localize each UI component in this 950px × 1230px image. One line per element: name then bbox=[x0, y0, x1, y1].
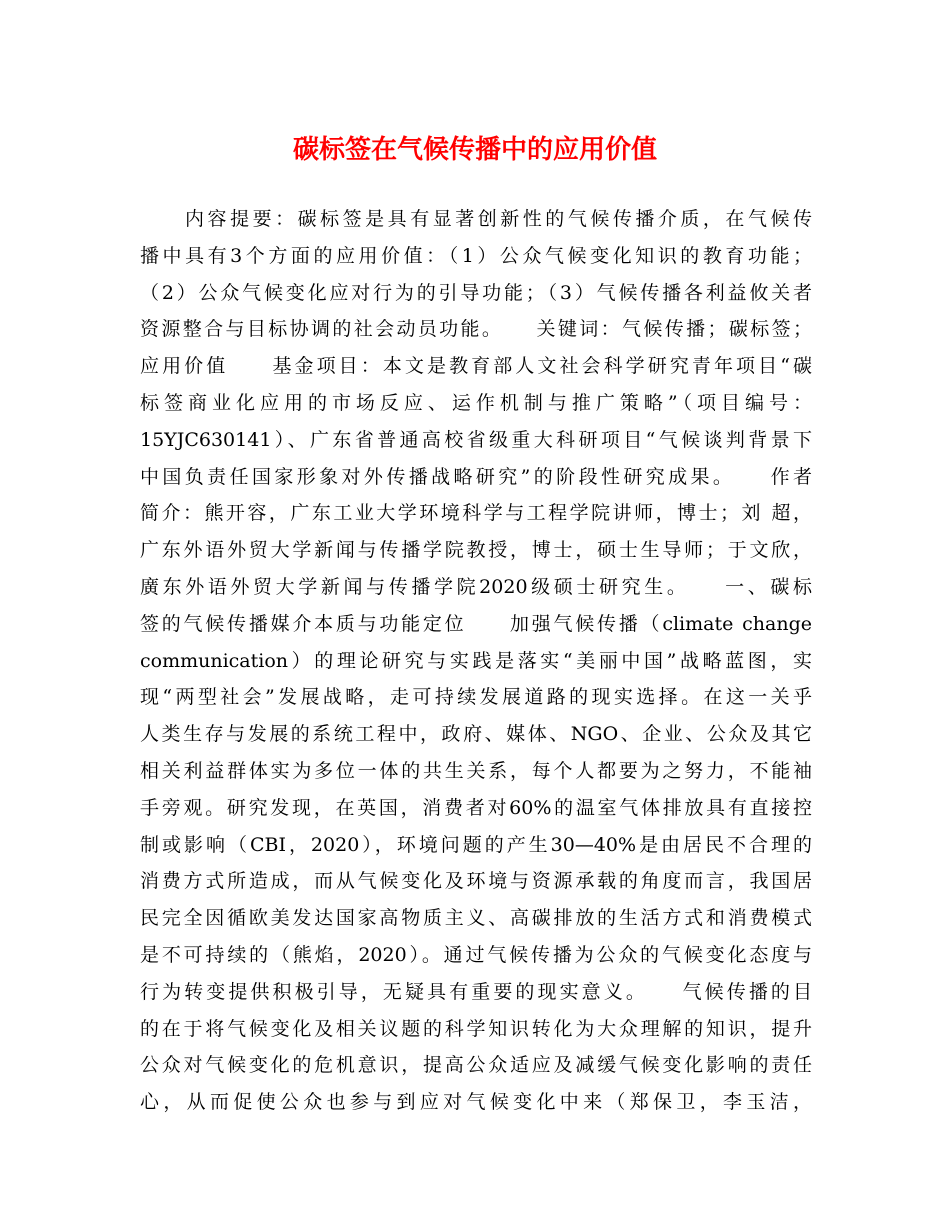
page-title: 碳标签在气候传播中的应用价值 bbox=[292, 135, 657, 165]
body-line: 简介：熊开容，广东工业大学环境科学与工程学院讲师，博士；刘 超， bbox=[140, 502, 812, 525]
body-line: 中国负责任国家形象对外传播战略研究”的阶段性研究成果。 作者 bbox=[140, 465, 812, 488]
body-line: 相关利益群体实为多位一体的共生关系，每个人都要为之努力，不能袖 bbox=[140, 759, 812, 782]
body-line: 签的气候传播媒介本质与功能定位 加强气候传播（climate change bbox=[140, 612, 812, 635]
body-line: 人类生存与发展的系统工程中，政府、媒体、NGO、企业、公众及其它 bbox=[140, 723, 812, 746]
body-line: 标签商业化应用的市场反应、运作机制与推广策略”（项目编号： bbox=[140, 391, 812, 414]
body-line: 资源整合与目标协调的社会动员功能。 关键词：气候传播；碳标签； bbox=[140, 318, 812, 341]
body-line: 内容提要：碳标签是具有显著创新性的气候传播介质，在气候传 bbox=[140, 208, 812, 230]
body-line: 播中具有3个方面的应用价值：（1）公众气候变化知识的教育功能； bbox=[140, 244, 812, 267]
body-line: 消费方式所造成，而从气候变化及环境与资源承载的角度而言，我国居 bbox=[140, 870, 812, 893]
body-line: 的在于将气候变化及相关议题的科学知识转化为大众理解的知识，提升 bbox=[140, 1017, 812, 1040]
body-line: 广东外语外贸大学新闻与传播学院教授，博士，硕士生导师；于文欣， bbox=[140, 539, 812, 562]
body-line: 是不可持续的（熊焰，2020）。通过气候传播为公众的气候变化态度与 bbox=[140, 943, 812, 966]
body-line: 现“两型社会”发展战略，走可持续发展道路的现实选择。在这一关乎 bbox=[140, 686, 812, 709]
body-line: 制或影响（CBI，2020），环境问题的产生30—40%是由居民不合理的 bbox=[140, 833, 812, 856]
body-line: communication）的理论研究与实践是落实“美丽中国”战略蓝图，实 bbox=[140, 649, 812, 672]
article-body bbox=[140, 201, 812, 1121]
body-line: 民完全因循欧美发达国家高物质主义、高碳排放的生活方式和消费模式 bbox=[140, 907, 812, 930]
body-line: 行为转变提供积极引导，无疑具有重要的现实意义。 气候传播的目 bbox=[140, 980, 812, 1003]
body-line: 15YJC630141）、广东省普通高校省级重大科研项目“气候谈判背景下 bbox=[140, 428, 812, 451]
body-line: 手旁观。研究发现，在英国，消费者对60%的温室气体排放具有直接控 bbox=[140, 796, 812, 819]
body-line: （2）公众气候变化应对行为的引导功能；（3）气候传播各利益攸关者 bbox=[140, 281, 812, 304]
body-line: 应用价值 基金项目：本文是教育部人文社会科学研究青年项目“碳 bbox=[140, 355, 812, 378]
body-line: 心，从而促使公众也参与到应对气候变化中来（郑保卫，李玉洁， bbox=[140, 1091, 812, 1114]
body-line: 廣东外语外贸大学新闻与传播学院2020级硕士研究生。 一、碳标 bbox=[140, 575, 812, 598]
body-line: 公众对气候变化的危机意识，提高公众适应及减缓气候变化影响的责任 bbox=[140, 1054, 812, 1077]
